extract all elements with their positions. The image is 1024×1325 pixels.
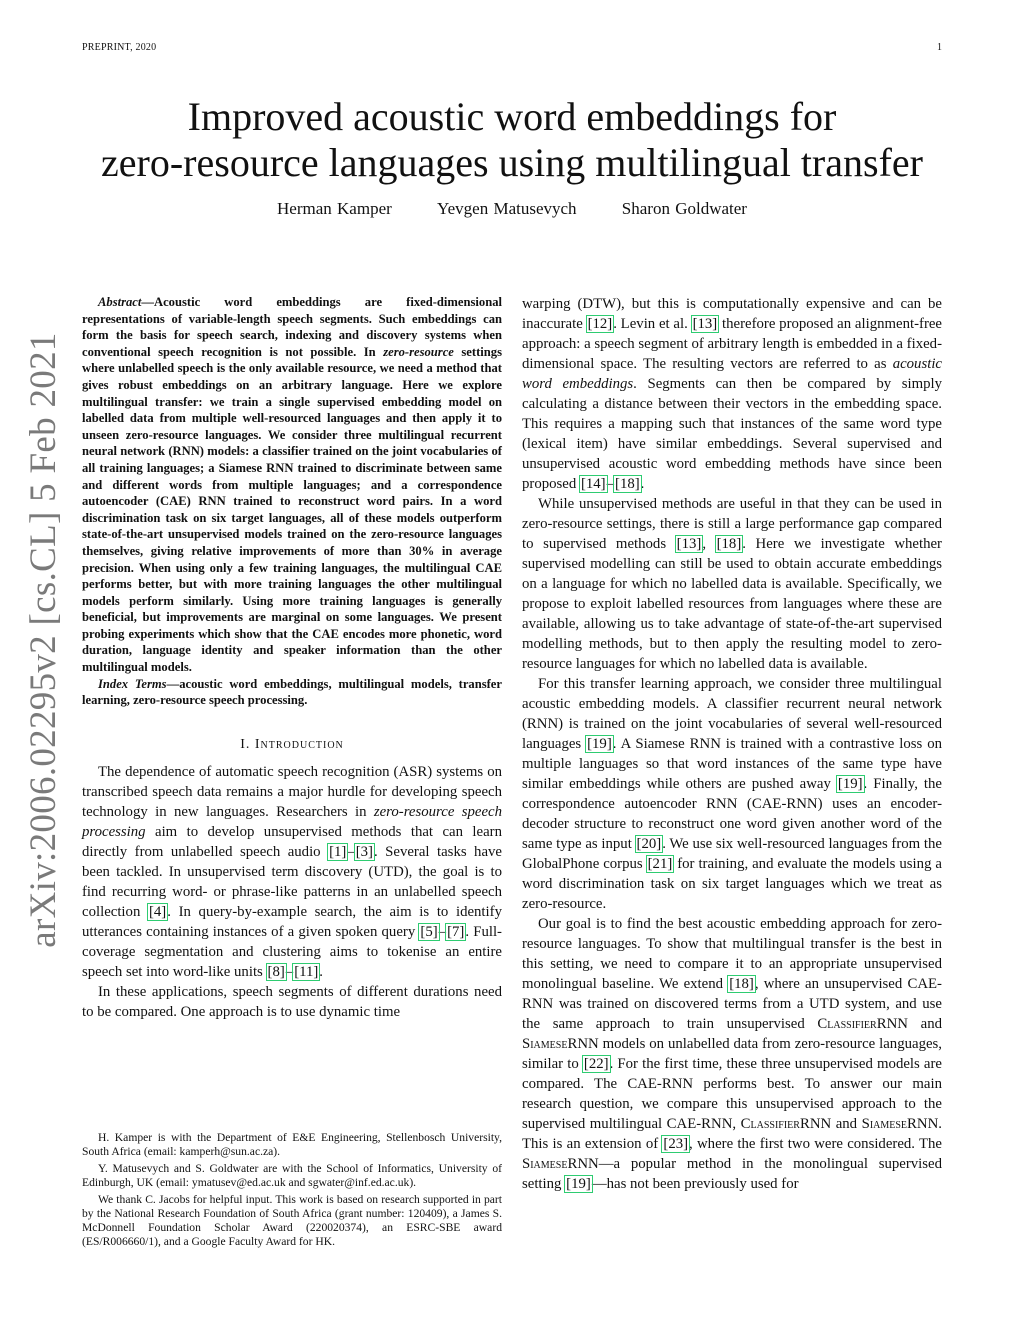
citation-link[interactable]: [13]: [676, 536, 702, 552]
page-number: 1: [937, 42, 942, 53]
citation-link[interactable]: [19]: [587, 736, 612, 752]
citation-link[interactable]: [14]: [580, 476, 606, 492]
author-name: Sharon Goldwater: [621, 199, 747, 218]
section-number: I.: [240, 736, 251, 752]
paragraph: In these applications, speech segments of different durations need to be compared. One approach is to use dynamic time: [82, 983, 502, 1020]
citation-link[interactable]: [22]: [583, 1056, 609, 1072]
index-terms-lead: Index Terms: [98, 676, 167, 691]
running-header-left: PREPRINT, 2020: [82, 42, 157, 53]
footnote: H. Kamper is with the Department of E&E Engineering, Stellenbosch University, South Africa (email: kamperh@sun.ac.za).: [82, 1131, 502, 1158]
footnotes: [82, 1131, 502, 1252]
title-line-1: Improved acoustic word embeddings for: [187, 94, 837, 139]
intro-body: [82, 762, 502, 1022]
arxiv-side-stamp: arXiv:2006.02295v2 [cs.CL] 5 Feb 2021: [23, 332, 64, 948]
title-line-2: zero-resource languages using multilingual transfer: [101, 140, 923, 185]
section-title: Introduction: [254, 736, 344, 752]
paragraph: warping (DTW), but this is computationally expensive and can be inaccurate [12]. Levin et al. [13] therefore proposed an alignment-free approach: a speech segment of arbitrary length is embedded in a fixed-dimensional space. The resulting vectors are referred to as acoustic word embeddings. Segments can then be compared by simply calculating a distance between their vectors in the embedding space. This requires a mapping such that instances of the same word type (lexical item) have similar embeddings. Several supervised and unsupervised acoustic word embedding methods have since been proposed [14]–[18].: [522, 296, 943, 492]
abstract-text: settings where unlabelled speech is the only available resource, we need a method that gives robust embeddings on an arbitrary language. Here we explore multilingual transfer: we train a single supervised embedding model on labelled data from multiple well-resourced languages and then apply it to unseen zero-resource languages. We consider three multilingual recurrent neural network (RNN) models: a classifier trained on the joint vocabularies of all training languages; a Siamese RNN trained to discriminate between same and different words from multiple languages; and a correspondence autoencoder (CAE) RNN trained to reconstruct word pairs. In a word discrimination task on six target languages, all of these models outperform state-of-the-art unsupervised models trained on the zero-resource languages themselves, giving relative improvements of more than 30% in average precision. When using only a few training languages, the multilingual CAE performs better, but with more training languages the other multilingual models perform similarly. Using more training languages is generally beneficial, but improvements are marginal on some languages. We present probing experiments which show that the CAE encodes more phonetic, word duration, language identity and speaker information than the other multilingual models.: [82, 344, 502, 675]
paragraph: While unsupervised methods are useful in that they can be used in zero-resource settings, there is still a large performance gap compared to supervised methods [13], [18]. Here we investigate whether supervised modelling can still be used to obtain accurate embeddings on a language for which no labelled data is available. Specifically, we propose to exploit labelled resources from languages where these are available, allowing us to take advantage of state-of-the-art supervised modelling methods, but to then apply the resulting model to zero-resource languages for which no labelled data is available.: [522, 496, 942, 672]
citation-link[interactable]: [11]: [294, 963, 319, 980]
citation-link[interactable]: [12]: [587, 316, 613, 332]
citation-link[interactable]: [18]: [729, 976, 754, 992]
abstract: [82, 294, 502, 709]
citation-link[interactable]: [4]: [148, 903, 167, 920]
citation-link[interactable]: [13]: [692, 316, 718, 332]
author-name: Herman Kamper: [277, 199, 392, 218]
author-list: [82, 199, 942, 219]
paragraph: Our goal is to find the best acoustic embedding approach for zero-resource languages. To show that multilingual transfer is the best in this setting, we need to compare it to an appropriate unsupervised monolingual baseline. We extend [18], where an unsupervised CAE-RNN was trained on discovered terms from a UTD system, and use the same approach to train unsupervised ClassifierRNN and SiameseRNN models on unlabelled data from zero-resource languages, similar to [22]. For the first time, these three unsupervised models are compared. The CAE-RNN performs best. To answer our main research question, we compare this unsupervised approach to the supervised multilingual CAE-RNN, ClassifierRNN and SiameseRNN. This is an extension of [23], where the first two were considered. The SiameseRNN—a popular method in the monolingual supervised setting [19]—has not been previously used for: [522, 916, 942, 1192]
abstract-lead: Abstract: [98, 295, 142, 309]
citation-link[interactable]: [1]: [329, 843, 347, 860]
right-column: [522, 294, 942, 1194]
paper-title: [82, 94, 942, 186]
citation-link[interactable]: [8]: [267, 963, 285, 980]
paragraph: The dependence of automatic speech recognition (ASR) systems on transcribed speech data remains a major hurdle for developing speech technology in new languages. Researchers in zero-resource speech processing aim to develop unsupervised methods that can learn directly from unlabelled speech audio [1]–[3]. Several tasks have been tackled. In unsupervised term discovery (UTD), the goal is to find recurring word- or phrase-like patterns in an unlabelled speech collection [4]. In query-by-example search, the aim is to identify utterances containing instances of a given spoken query [5]–[7]. Full-coverage segmentation and clustering aims to tokenise an entire speech set into word-like units [8]–[11].: [82, 763, 502, 980]
citation-link[interactable]: [7]: [447, 923, 465, 940]
citation-link[interactable]: [18]: [716, 536, 742, 552]
section-heading: [82, 737, 502, 753]
footnote: Y. Matusevych and S. Goldwater are with the School of Informatics, University of Edinburgh, UK (email: ymatusev@ed.ac.uk and sgwater@inf.ed.ac.uk).: [82, 1162, 502, 1189]
index-terms-text: —acoustic word embeddings, multilingual models, transfer learning, zero-resource speech processing.: [82, 676, 502, 708]
citation-link[interactable]: [3]: [355, 843, 373, 860]
paragraph: For this transfer learning approach, we consider three multilingual acoustic embedding models. A classifier recurrent neural network (RNN) is trained on the joint vocabularies of several well-resourced languages [19]. A Siamese RNN is trained with a contrastive loss on multiple languages so that word instances of the same type have similar embeddings while others are pushed away [19]. Finally, the correspondence autoencoder RNN (CAE-RNN) uses an encoder-decoder structure to reconstruct one word given another word of the same type as input [20]. We use six well-resourced languages from the GlobalPhone corpus [21] for training, and evaluate the models using a word discrimination task on six target languages which we treat as zero-resource.: [522, 676, 943, 912]
citation-link[interactable]: [21]: [647, 856, 673, 872]
author-name: Yevgen Matusevych: [437, 199, 577, 218]
citation-link[interactable]: [18]: [615, 476, 640, 492]
citation-link[interactable]: [19]: [566, 1176, 591, 1192]
abstract-text: —Acoustic word embeddings are fixed-dimensional representations of variable-length speech segments. Such embeddings can form the basis for speech search, indexing and discovery systems when conventional speech recognition is not possible. In: [82, 295, 502, 359]
citation-link[interactable]: [19]: [837, 776, 863, 792]
citation-link[interactable]: [20]: [636, 836, 662, 852]
abstract-emphasis: zero-resource: [383, 344, 454, 359]
footnote: We thank C. Jacobs for helpful input. This work is based on research supported in part by the National Research Foundation of South Africa (grant number: 120409), a James S. McDonnell Foundation Scholar Award (220020374), an ESRC-SBE award (ES/R006660/1), and a Google Faculty Award for HK.: [82, 1193, 502, 1248]
citation-link[interactable]: [23]: [663, 1136, 689, 1152]
left-column: [82, 294, 502, 1022]
citation-link[interactable]: [5]: [420, 923, 438, 940]
index-terms: [82, 676, 502, 709]
